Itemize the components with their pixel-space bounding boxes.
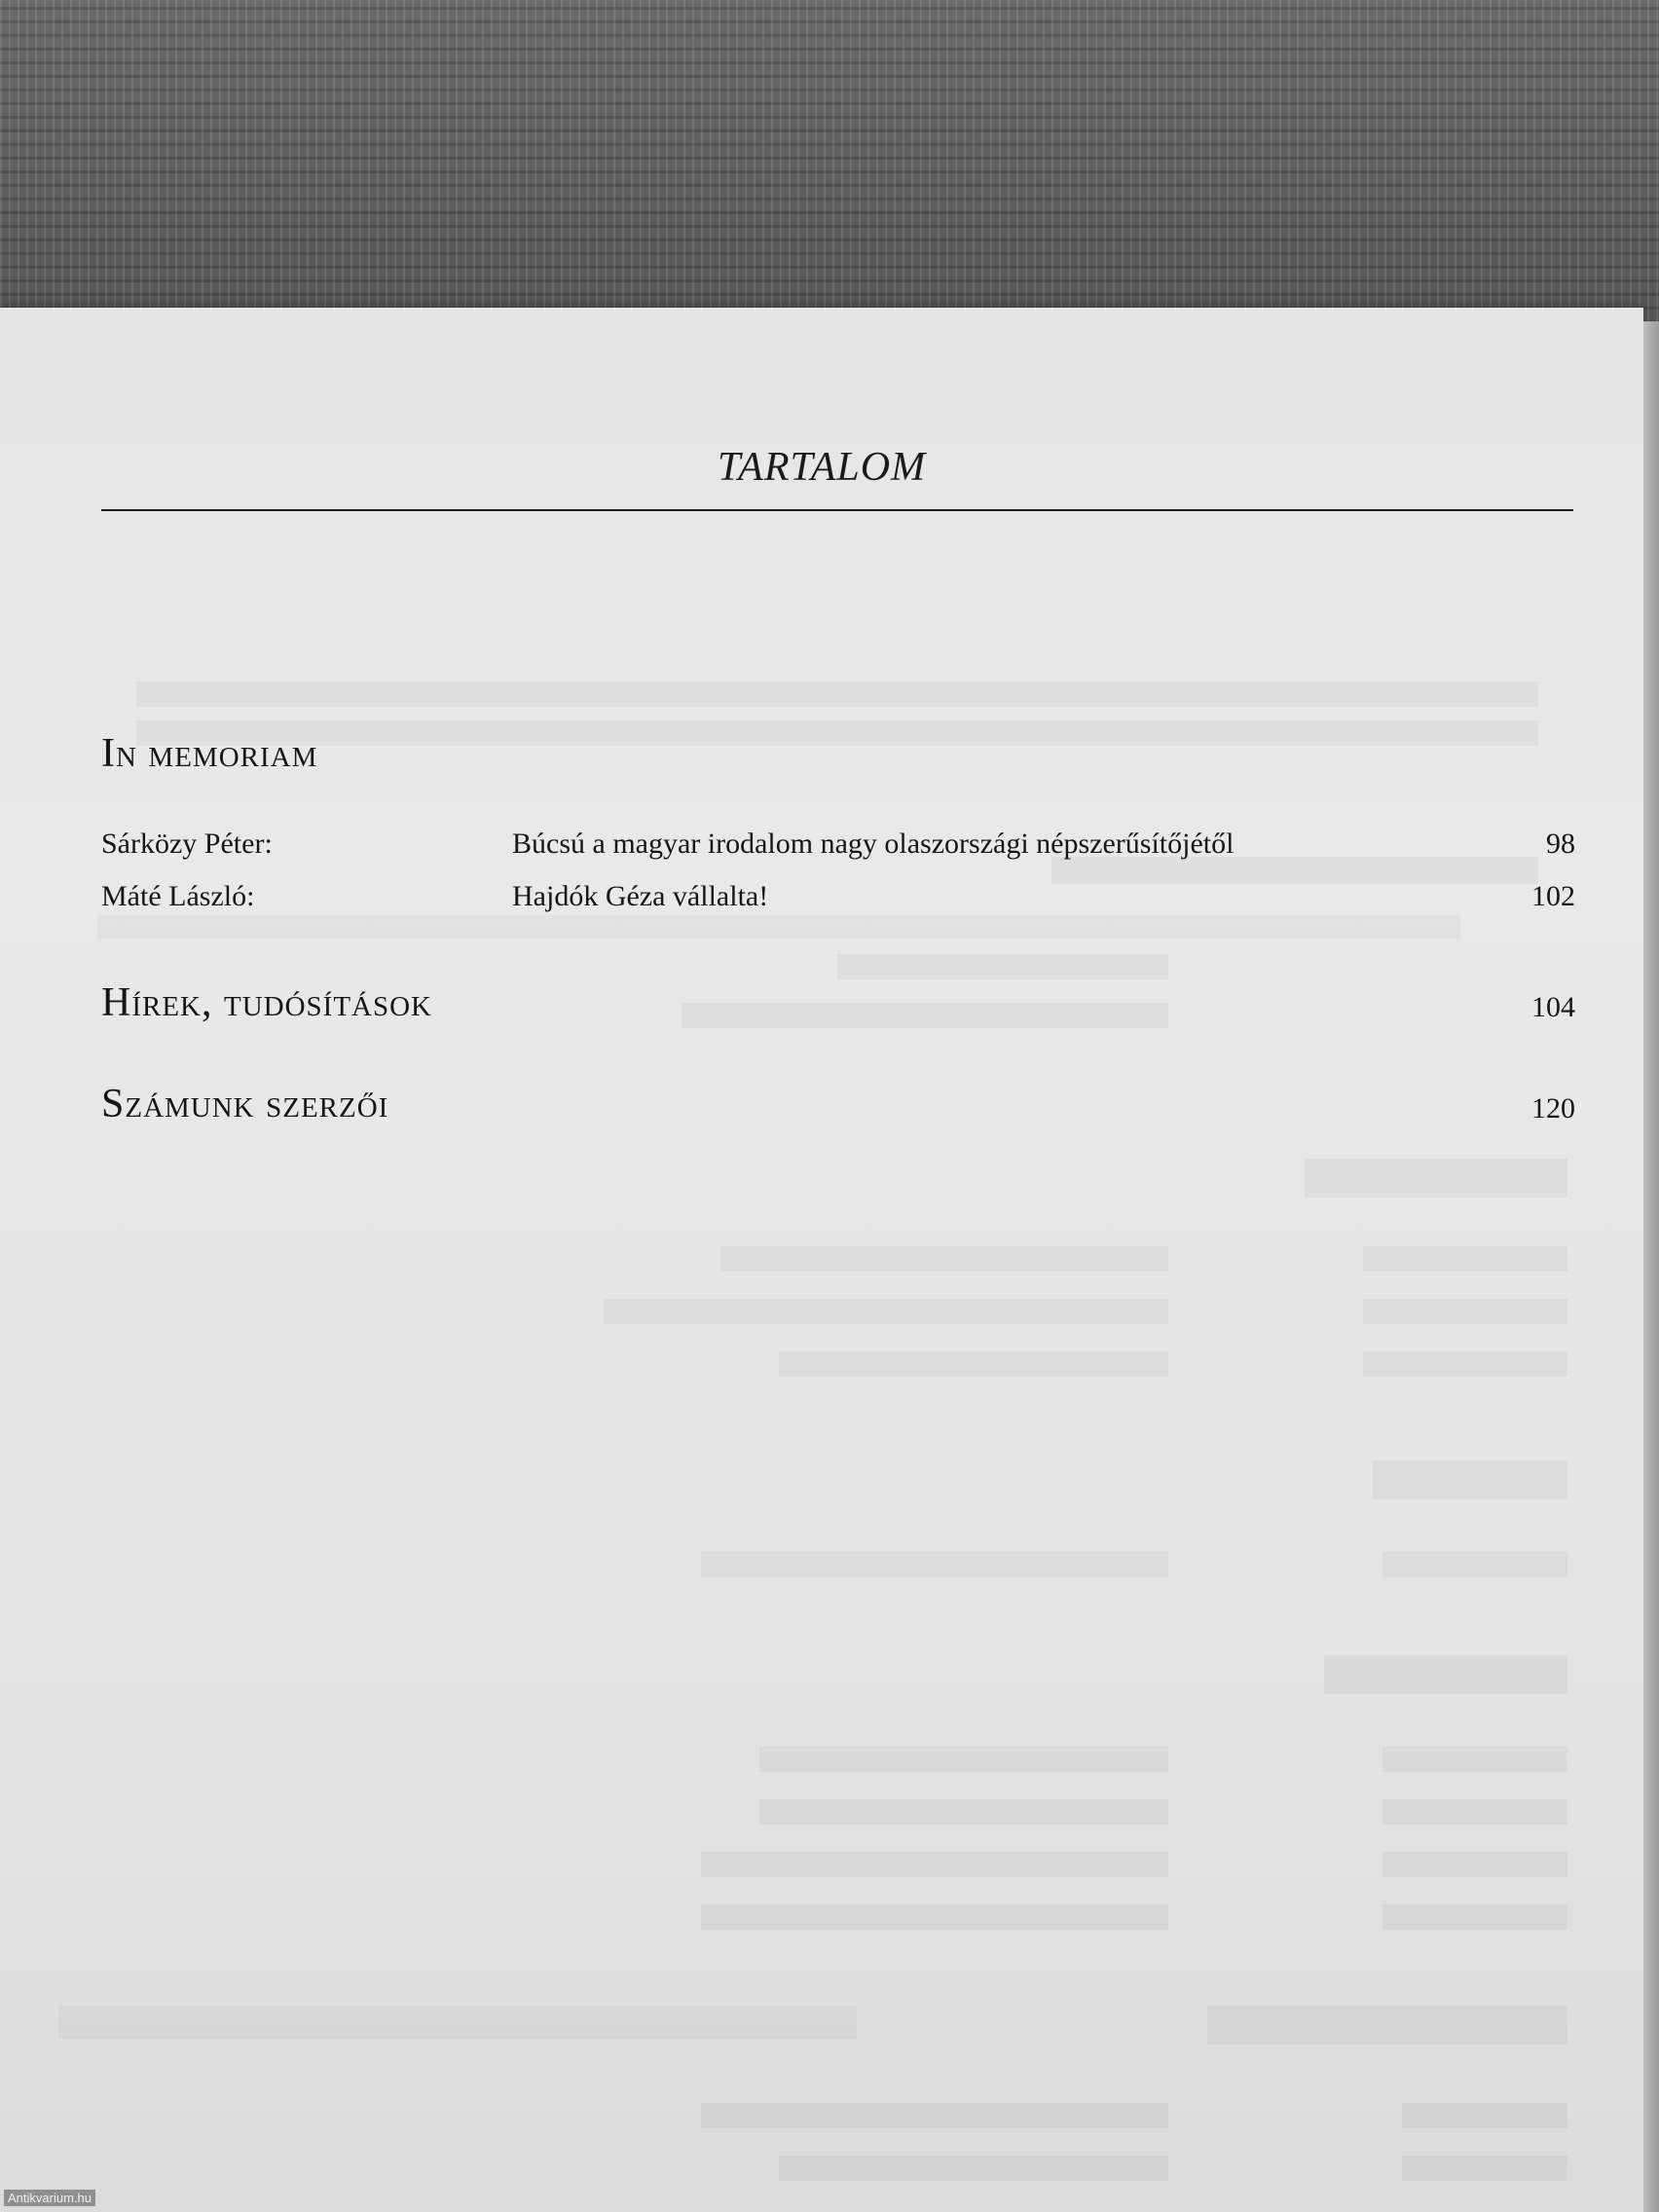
section-heading-in-memoriam: In memoriam — [101, 731, 318, 776]
desk-background — [0, 0, 1659, 350]
entry-page-number: 98 — [1546, 828, 1575, 860]
section-page-number: 104 — [1531, 991, 1575, 1023]
page-edge — [1643, 321, 1659, 2212]
title-rule — [101, 509, 1573, 511]
entry-title: Búcsú a magyar irodalom nagy olaszországi népszerűsítőjétől — [512, 828, 1235, 860]
watermark: Antikvarium.hu — [4, 2190, 95, 2206]
entry-author: Máté László: — [101, 880, 255, 912]
section-heading-szamunk-szerzoi: Számunk szerzői — [101, 1082, 389, 1126]
section-page-number: 120 — [1531, 1092, 1575, 1124]
entry-author: Sárközy Péter: — [101, 828, 273, 860]
entry-title: Hajdók Géza vállalta! — [512, 880, 769, 912]
page-title: TARTALOM — [717, 445, 927, 490]
entry-page-number: 102 — [1531, 880, 1575, 912]
section-heading-hirek-tudositasok: Hírek, tudósítások — [101, 980, 432, 1025]
